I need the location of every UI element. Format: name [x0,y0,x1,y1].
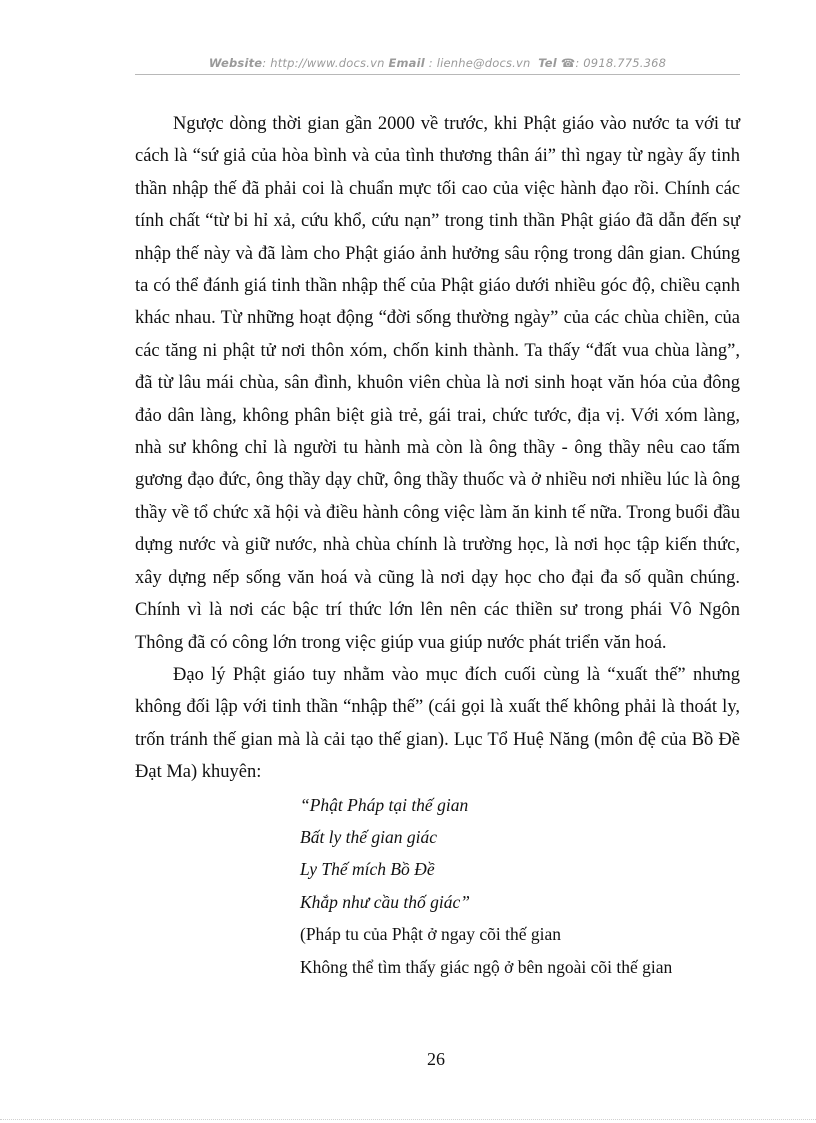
header-divider [135,74,740,75]
tel-value: : 0918.775.368 [575,56,667,70]
paragraph-1: Ngược dòng thời gian gần 2000 về trước, khi Phật giáo vào nước ta với tư cách là “sứ giả của hòa bình và của tình thương thân ái” thì ngay từ ngày ấy tinh thần nhập thế đã phải coi là chuẩn mực tối cao của việc hành đạo rồi. Chính các tính chất “từ bi hỉ xả, cứu khổ, cứu nạn” trong tinh thần Phật giáo đã dẫn đến sự nhập thế này và đã làm cho Phật giáo ảnh hưởng sâu rộng trong dân gian. Chúng ta có thể đánh giá tinh thần nhập thế của Phật giáo dưới nhiều góc độ, chiều cạnh khác nhau. Từ những hoạt động “đời sống thường ngày” của các chùa chiền, của các tăng ni phật tử nơi thôn xóm, chốn kinh thành. Ta thấy “đất vua chùa làng”, đã từ lâu mái chùa, sân đình, khuôn viên chùa là nơi sinh hoạt văn hóa của đông đảo dân làng, không phân biệt già trẻ, gái trai, chức tước, địa vị. Với xóm làng, nhà sư không chỉ là người tu hành mà còn là ông thầy - ông thầy nêu cao tấm gương đạo đức, ông thầy dạy chữ, ông thầy thuốc và ở nhiều nơi nhiều lúc là ông thầy về tổ chức xã hội và điều hành công việc làm ăn kinh tế nữa. Trong buổi đầu dựng nước và giữ nước, nhà chùa chính là trường học, là nơi học tập kiến thức, xây dựng nếp sống văn hoá và cũng là nơi dạy học cho đại đa số quần chúng. Chính vì là nơi các bậc trí thức lớn lên nên các thiền sư trong phái Vô Ngôn Thông đã có công lớn trong việc giúp vua giúp nước phát triển văn hoá. [135,114,740,653]
email-value: : lienhe@docs.vn [428,56,531,70]
translation-line-2: Không thể tìm thấy giác ngộ ở bên ngoài cõi thế gian [300,956,673,977]
phone-icon: ☎ [560,56,576,70]
verse-line-3: Ly Thế mích Bồ Đề [300,859,435,880]
website-label: Website [208,56,263,70]
translation-line-1: (Pháp tu của Phật ở ngay cõi thế gian [300,924,561,945]
page-header [135,56,740,70]
verse-line-4: Khắp như cầu thố giác” [300,891,470,912]
verse-block [300,789,740,983]
page-body [135,108,740,983]
page-edge-divider [0,1119,816,1120]
page-number: 26 [427,1049,445,1069]
website-value: : http://www.docs.vn [262,56,385,70]
verse-line-2: Bất ly thế gian giác [300,826,438,847]
email-label: Email [388,56,425,70]
tel-label: Tel [538,56,557,70]
paragraph-2: Đạo lý Phật giáo tuy nhằm vào mục đích cuối cùng là “xuất thế” nhưng không đối lập với tinh thần “nhập thế” (cái gọi là xuất thế không phải là thoát ly, trốn tránh thế gian mà là cải tạo thế gian). Lục Tổ Huệ Năng (môn đệ của Bồ Đề Đạt Ma) khuyên: [135,664,740,783]
verse-line-1: “Phật Pháp tại thế gian [300,794,469,815]
